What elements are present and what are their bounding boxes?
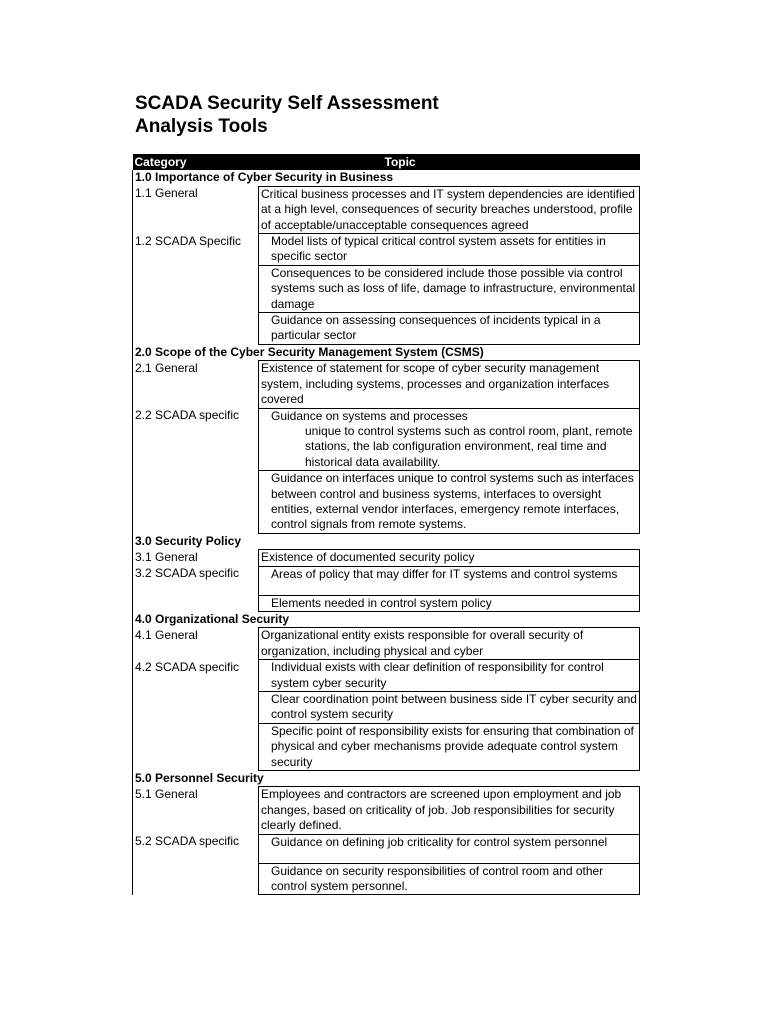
topic-cell: Critical business processes and IT system dependencies are identified at a high level, consequences of security breaches understood, profile of acceptable/unacceptable consequences agreed <box>259 186 640 233</box>
category-cell: 5.2 SCADA specific <box>133 834 259 895</box>
topic-cell: Clear coordination point between business side IT cyber security and control system security <box>259 692 640 724</box>
assessment-table <box>132 154 640 895</box>
table-row <box>133 834 640 863</box>
topic-cell: Organizational entity exists responsible for overall security of organization, including physical and cyber <box>259 628 640 660</box>
table-row <box>133 660 640 692</box>
table-header-row <box>133 154 640 170</box>
topic-cell: Areas of policy that may differ for IT systems and control systems <box>259 566 640 595</box>
topic-cell: Guidance on interfaces unique to control systems such as interfaces between control and business systems, interfaces to oversight entities, external vendor interfaces, emergency remote interfaces, control signals from remote systems. <box>259 471 640 534</box>
section-heading-row <box>133 611 640 627</box>
title-line-2: Analysis Tools <box>135 116 268 137</box>
category-cell: 3.1 General <box>133 550 259 566</box>
table-row <box>133 550 640 566</box>
category-cell: 2.2 SCADA specific <box>133 408 259 533</box>
header-topic: Topic <box>259 154 640 170</box>
section-heading: 1.0 Importance of Cyber Security in Business <box>133 170 640 186</box>
section-heading: 5.0 Personnel Security <box>133 771 640 787</box>
topic-cell: Specific point of responsibility exists for ensuring that combination of physical and cyber mechanisms provide adequate control system security <box>259 723 640 770</box>
category-cell: 1.2 SCADA Specific <box>133 234 259 345</box>
section-heading-row <box>133 771 640 787</box>
category-cell: 5.1 General <box>133 787 259 834</box>
section-heading-row <box>133 170 640 186</box>
category-cell: 2.1 General <box>133 361 259 408</box>
topic-cell: Consequences to be considered include those possible via control systems such as loss of life, damage to infrastructure, environmental damage <box>259 265 640 312</box>
topic-cell: Guidance on systems and processes <box>259 408 640 424</box>
topic-cell: Guidance on defining job criticality for control system personnel <box>259 834 640 863</box>
category-cell: 4.1 General <box>133 628 259 660</box>
section-heading: 2.0 Scope of the Cyber Security Management System (CSMS) <box>133 344 640 360</box>
category-cell: 1.1 General <box>133 186 259 233</box>
table-row <box>133 408 640 424</box>
topic-cell: Guidance on security responsibilities of control room and other control system personnel. <box>259 863 640 895</box>
table-row <box>133 186 640 233</box>
topic-cell: Existence of documented security policy <box>259 550 640 566</box>
page-title <box>135 92 439 138</box>
topic-cell: unique to control systems such as control room, plant, remote stations, the lab configuration environment, real time and historical data availability. <box>259 424 640 471</box>
table-row <box>133 628 640 660</box>
table-row <box>133 361 640 408</box>
category-cell: 3.2 SCADA specific <box>133 566 259 611</box>
table-row <box>133 787 640 834</box>
assessment-table-container <box>132 154 639 895</box>
table-row <box>133 566 640 595</box>
section-heading: 4.0 Organizational Security <box>133 611 640 627</box>
title-line-1: SCADA Security Self Assessment <box>135 93 439 114</box>
category-cell: 4.2 SCADA specific <box>133 660 259 771</box>
table-row <box>133 234 640 266</box>
section-heading-row <box>133 344 640 360</box>
topic-cell: Elements needed in control system policy <box>259 595 640 611</box>
topic-cell: Individual exists with clear definition of responsibility for control system cyber security <box>259 660 640 692</box>
topic-cell: Existence of statement for scope of cyber security management system, including systems, processes and organization interfaces covered <box>259 361 640 408</box>
section-heading: 3.0 Security Policy <box>133 533 640 549</box>
topic-cell: Employees and contractors are screened upon employment and job changes, based on criticality of job. Job responsibilities for security clearly defined. <box>259 787 640 834</box>
section-heading-row <box>133 533 640 549</box>
topic-cell: Guidance on assessing consequences of incidents typical in a particular sector <box>259 313 640 345</box>
header-category: Category <box>133 154 259 170</box>
topic-cell: Model lists of typical critical control system assets for entities in specific sector <box>259 234 640 266</box>
